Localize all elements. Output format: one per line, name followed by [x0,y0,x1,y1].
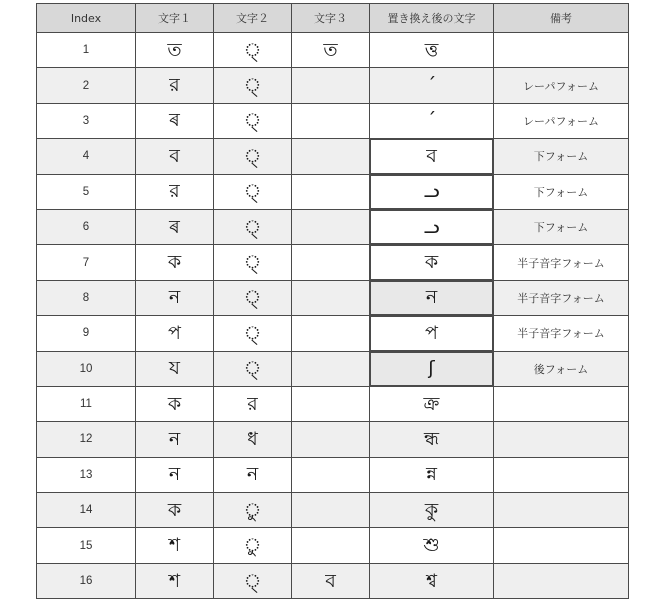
replaced-cell: ᓗ [370,209,494,244]
index-cell: 16 [37,563,136,598]
char1-cell: ন [136,280,214,315]
char3-cell [292,174,370,209]
char1-cell: প [136,316,214,351]
char2-cell: ধ [214,422,292,457]
index-cell: 15 [37,528,136,563]
index-cell: 11 [37,386,136,421]
header-char2: 文字２ [214,4,292,33]
table-row [37,528,629,563]
note-cell [494,422,629,457]
char2-cell: ্ [214,245,292,280]
index-cell: 14 [37,493,136,528]
table-row [37,174,629,209]
index-cell: 12 [37,422,136,457]
char2-cell: ্ [214,174,292,209]
table-row [37,422,629,457]
char2-cell: ু [214,528,292,563]
char3-cell [292,351,370,386]
replaced-cell: ᓗ [370,174,494,209]
char3-cell [292,68,370,103]
replaced-cell: কু [370,493,494,528]
char3-cell: ত [292,33,370,68]
index-cell: 2 [37,68,136,103]
replaced-cell: প [370,316,494,351]
header-char3: 文字３ [292,4,370,33]
note-cell: 下フォーム [494,209,629,244]
note-cell [494,457,629,492]
index-cell: 8 [37,280,136,315]
char1-cell: ন [136,457,214,492]
index-cell: 5 [37,174,136,209]
char3-cell [292,422,370,457]
header-replaced: 置き換え後の文字 [370,4,494,33]
char2-cell: ্ [214,351,292,386]
index-cell: 3 [37,103,136,138]
note-cell: 半子音字フォーム [494,280,629,315]
char3-cell [292,209,370,244]
index-cell: 13 [37,457,136,492]
replaced-cell: ক্র [370,386,494,421]
char2-cell: ্ [214,316,292,351]
char2-cell: ্ [214,139,292,174]
note-cell [494,528,629,563]
replaced-cell: ক [370,245,494,280]
char3-cell: ব [292,563,370,598]
char1-cell: ক [136,245,214,280]
char1-cell: ৰ [136,103,214,138]
note-cell [494,563,629,598]
header-note: 備考 [494,4,629,33]
char2-cell: ্ [214,68,292,103]
table-row [37,209,629,244]
character-table [36,3,629,599]
table-row [37,351,629,386]
replaced-cell: ˊ [370,103,494,138]
table-row [37,139,629,174]
table-row [37,563,629,598]
note-cell: 下フォーム [494,139,629,174]
index-cell: 7 [37,245,136,280]
char3-cell [292,139,370,174]
char1-cell: য [136,351,214,386]
char3-cell [292,386,370,421]
note-cell [494,386,629,421]
char2-cell: র [214,386,292,421]
table-row [37,457,629,492]
char1-cell: ব [136,139,214,174]
char1-cell: ন [136,422,214,457]
char1-cell: শ [136,528,214,563]
char3-cell [292,245,370,280]
header-index: Index [37,4,136,33]
char1-cell: ত [136,33,214,68]
replaced-cell: শু [370,528,494,563]
note-cell: 後フォーム [494,351,629,386]
note-cell: 半子音字フォーム [494,316,629,351]
table-row [37,316,629,351]
table-row [37,245,629,280]
char3-cell [292,528,370,563]
char3-cell [292,493,370,528]
char2-cell: ্ [214,33,292,68]
replaced-cell: ন্ধ [370,422,494,457]
char1-cell: ক [136,493,214,528]
table-row [37,386,629,421]
note-cell: レーパフォーム [494,103,629,138]
note-cell [494,493,629,528]
char2-cell: ্ [214,103,292,138]
char1-cell: ক [136,386,214,421]
note-cell: 半子音字フォーム [494,245,629,280]
char1-cell: ৰ [136,209,214,244]
replaced-cell: ন্ন [370,457,494,492]
char3-cell [292,103,370,138]
char1-cell: শ [136,563,214,598]
index-cell: 10 [37,351,136,386]
char3-cell [292,457,370,492]
table-row [37,493,629,528]
index-cell: 1 [37,33,136,68]
table-row [37,33,629,68]
char2-cell: ্ [214,209,292,244]
table-row [37,103,629,138]
char2-cell: ন [214,457,292,492]
note-cell: 下フォーム [494,174,629,209]
replaced-cell: ব [370,139,494,174]
replaced-cell: শ্ব [370,563,494,598]
note-cell [494,33,629,68]
char2-cell: ্ [214,563,292,598]
replaced-cell: ন [370,280,494,315]
char3-cell [292,280,370,315]
table-row [37,68,629,103]
note-cell: レーパフォーム [494,68,629,103]
char1-cell: র [136,174,214,209]
header-char1: 文字１ [136,4,214,33]
char1-cell: র [136,68,214,103]
index-cell: 4 [37,139,136,174]
char2-cell: ্ [214,280,292,315]
char3-cell [292,316,370,351]
replaced-cell: ʃ [370,351,494,386]
replaced-cell: ত্ত [370,33,494,68]
index-cell: 6 [37,209,136,244]
table-row [37,280,629,315]
header-row [37,4,629,33]
replaced-cell: ˊ [370,68,494,103]
index-cell: 9 [37,316,136,351]
char2-cell: ু [214,493,292,528]
